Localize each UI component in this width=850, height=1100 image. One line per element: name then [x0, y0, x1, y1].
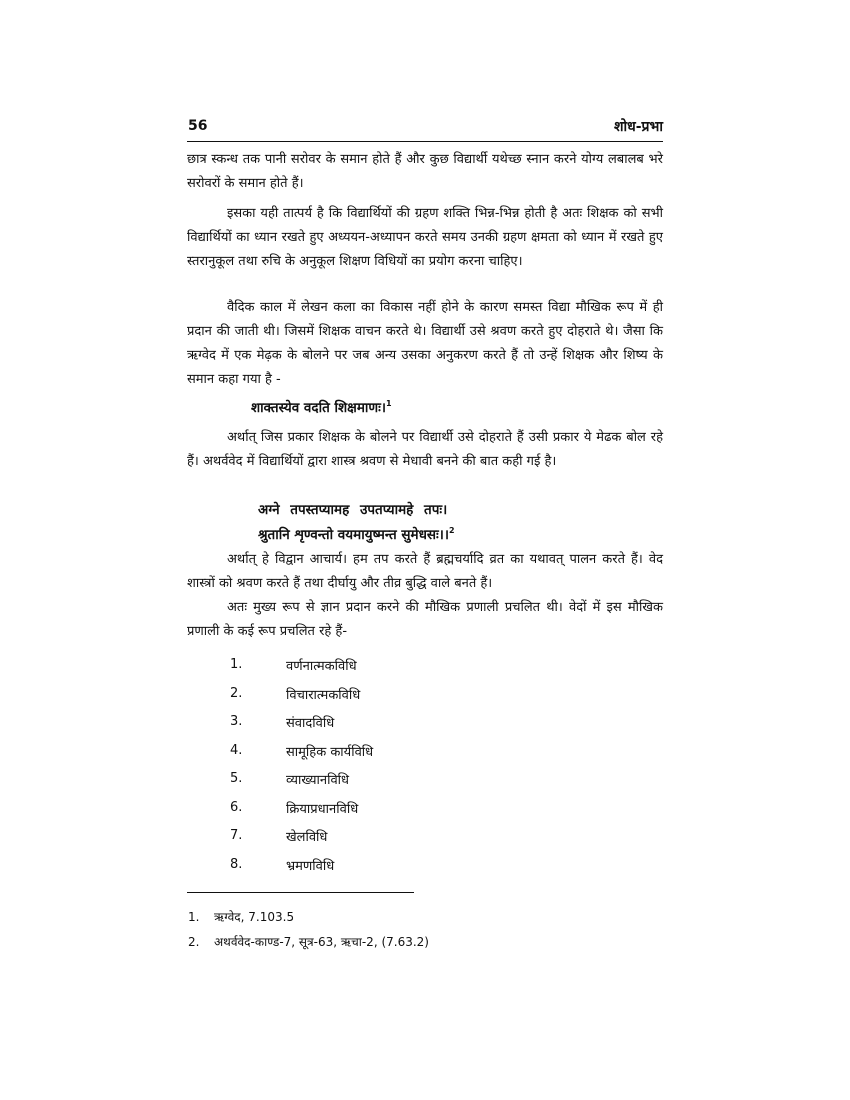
list-item [187, 797, 663, 826]
list-item-number: 6. [230, 799, 243, 815]
methods-list [187, 654, 663, 882]
list-item-text: संवादविधि [286, 716, 335, 731]
paragraph-4: अर्थात् जिस प्रकार शिक्षक के बोलने पर विद्यार्थी उसे दोहराते हैं उसी प्रकार ये मेढक बोल रहे हैं। अथर्ववेद में विद्यार्थियों द्वारा शास्त्र श्रवण से मेधावी बनने की बात कही गई है। [187, 430, 663, 469]
paragraph-5: अर्थात् हे विद्वान आचार्य। हम तप करते हैं ब्रह्मचर्यादि व्रत का यथावत् पालन करते हैं। वेद शास्त्रों को श्रवण करते हैं तथा दीर्घायु और तीव्र बुद्धि वाले बनते हैं। [187, 552, 663, 591]
list-item-number: 2. [230, 685, 243, 701]
running-title: शोध-प्रभा [613, 119, 663, 135]
header-rule [187, 141, 663, 142]
list-item [187, 768, 663, 797]
list-item [187, 854, 663, 883]
verse-rigveda-text: शाक्तस्येव वदति शिक्षमाणः। [251, 400, 386, 416]
footnote-2 [187, 930, 663, 955]
list-item-number: 4. [230, 742, 243, 758]
paragraph-3: वैदिक काल में लेखन कला का विकास नहीं होने के कारण समस्त विद्या मौखिक रूप में ही प्रदान की जाती थी। जिसमें शिक्षक वाचन करते थे। विद्यार्थी उसे श्रवण करते हुए दोहराते थे। जैसा कि ऋग्वेद में एक मेढ़क के बोलने पर जब अन्य उसका अनुकरण करते हैं तो उन्हें शिक्षक और शिष्य के समान कहा गया है - [187, 300, 663, 387]
list-item-number: 5. [230, 771, 243, 786]
footnote-number: 1. [188, 910, 200, 924]
list-item [187, 683, 663, 712]
list-item-number: 1. [230, 657, 243, 672]
list-item-number: 8. [230, 856, 243, 872]
list-item [187, 825, 663, 854]
verse-atharvaveda-line-2-text: श्रुतानि शृण्वन्तो वयमायुष्मन्त सुमेधसः।। [258, 527, 450, 543]
list-item-text: खेलविधि [286, 830, 328, 845]
verse-atharvaveda-line-2 [258, 525, 455, 543]
paragraph-2: इसका यही तात्पर्य है कि विद्यार्थियों की ग्रहण शक्ति भिन्न-भिन्न होती है अतः शिक्षक को सभी विद्यार्थियों का ध्यान रखते हुए अध्ययन-अध्यापन करते समय उनकी ग्रहण क्षमता को ध्यान में रखते हुए स्तरानुकूल तथा रुचि के अनुकूल शिक्षण विधियों का प्रयोग करना चाहिए। [187, 206, 663, 269]
list-item-text: सामूहिक कार्यविधि [286, 744, 374, 760]
footnote-rule [187, 892, 414, 893]
footnote-ref-1: 1 [386, 399, 392, 408]
verse-atharvaveda-line-1: अग्ने तपस्तप्यामह उपतप्यामहे तपः। [258, 502, 448, 518]
paragraph-6: अतः मुख्य रूप से ज्ञान प्रदान करने की मौखिक प्रणाली प्रचलित थी। वेदों में इस मौखिक प्रणाली के कई रूप प्रचलित रहे हैं- [187, 600, 663, 639]
list-item [187, 740, 663, 769]
list-item-text: भ्रमणविधि [286, 858, 335, 874]
list-item-text: वर्णनात्मकविधि [286, 659, 357, 674]
list-item [187, 711, 663, 740]
list-item-text: विचारात्मकविधि [286, 687, 361, 703]
page-header [187, 116, 663, 138]
list-item-number: 3. [230, 714, 243, 729]
footnote-text: ऋग्वेद, 7.103.5 [214, 910, 295, 924]
footnote-number: 2. [188, 935, 200, 949]
footnote-text: अथर्ववेद-काण्ड-7, सूत्र-63, ऋचा-2, (7.63.2) [214, 935, 429, 949]
verse-rigveda [251, 398, 392, 416]
footnotes [187, 905, 663, 955]
list-item [187, 654, 663, 683]
page-number: 56 [188, 118, 208, 134]
list-item-number: 7. [230, 828, 243, 843]
list-item-text: व्याख्यानविधि [286, 773, 350, 788]
footnote-ref-2: 2 [449, 526, 455, 535]
paragraph-1: छात्र स्कन्ध तक पानी सरोवर के समान होते हैं और कुछ विद्यार्थी यथेच्छ स्नान करने योग्य लबालब भरे सरोवरों के समान होते हैं। [187, 152, 663, 191]
list-item-text: क्रियाप्रधानविधि [286, 801, 359, 817]
footnote-1 [187, 905, 663, 930]
